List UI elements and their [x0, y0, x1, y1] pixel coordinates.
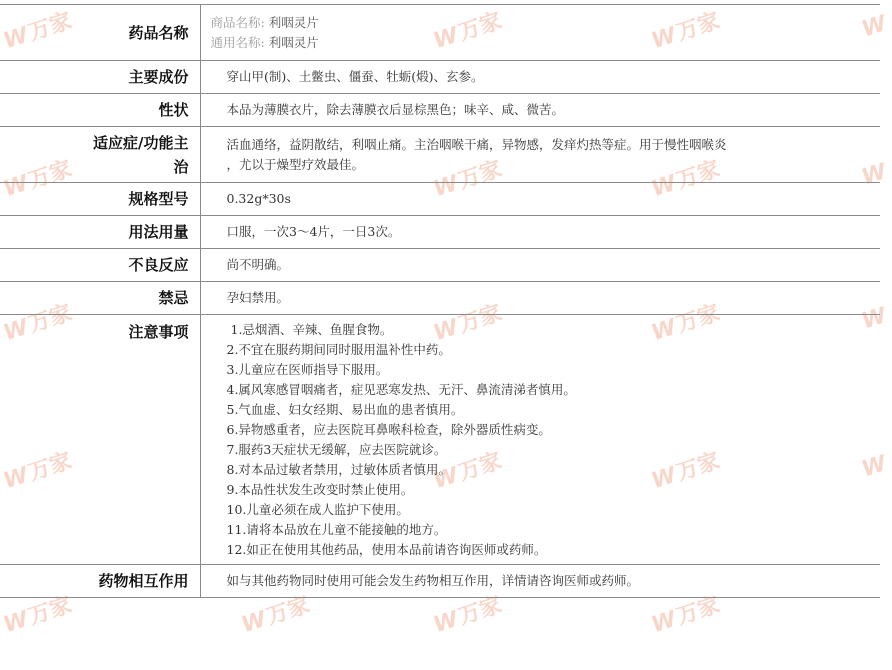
value-spec: 0.32g*30s — [200, 183, 880, 216]
label-interactions: 药物相互作用 — [0, 565, 200, 598]
watermark: W万家 — [648, 300, 724, 347]
label-indications: 适应症/功能主 治 — [0, 127, 200, 183]
label-appearance: 性状 — [0, 94, 200, 127]
precaution-item: 3.儿童应在医师指导下服用。 — [226, 362, 389, 377]
value-indications: 活血通络，益阴散结，利咽止痛。主治咽喉干痛，异物感，发痒灼热等症。用于慢性咽喉炎 ，尤以于燥型疗效最佳。 — [200, 127, 880, 183]
value-precautions — [200, 315, 880, 565]
watermark: W万家 — [0, 156, 76, 203]
watermark: W万家 — [430, 448, 506, 495]
watermark: W万家 — [648, 8, 724, 55]
watermark: W万家 — [0, 300, 76, 347]
row-precautions — [0, 315, 880, 565]
drug-spec-table — [0, 4, 880, 598]
generic-name-value: 利咽灵片 — [268, 34, 319, 50]
label-precautions: 注意事项 — [0, 315, 200, 565]
row-dosage — [0, 216, 880, 249]
precaution-item: 6.异物感重者，应去医院耳鼻喉科检查，除外器质性病变。 — [226, 422, 551, 437]
watermark: W万家 — [0, 8, 76, 55]
precaution-item: 1.忌烟酒、辛辣、鱼腥食物。 — [230, 322, 393, 337]
label-adverse: 不良反应 — [0, 249, 200, 282]
value-interactions: 如与其他药物同时使用可能会发生药物相互作用，详情请咨询医师或药师。 — [200, 565, 880, 598]
precaution-item: 5.气血虚、妇女经期、易出血的患者慎用。 — [226, 402, 464, 417]
watermark: W — [858, 451, 890, 483]
watermark: W万家 — [648, 448, 724, 495]
value-ingredients: 穿山甲(制)、土鳖虫、僵蚕、牡蛎(煅)、玄参。 — [200, 61, 880, 94]
watermark: W — [858, 303, 890, 335]
row-interactions — [0, 565, 880, 598]
label-contraindications: 禁忌 — [0, 282, 200, 315]
watermark: W万家 — [0, 592, 76, 639]
row-contraindications — [0, 282, 880, 315]
watermark: W — [858, 11, 890, 43]
precaution-item: 12.如正在使用其他药品，使用本品前请咨询医师或药师。 — [226, 542, 547, 557]
watermark: W万家 — [430, 8, 506, 55]
value-dosage: 口服，一次3～4片，一日3次。 — [200, 216, 880, 249]
row-appearance — [0, 94, 880, 127]
watermark: W — [858, 159, 890, 191]
trade-name-value: 利咽灵片 — [268, 14, 319, 30]
value-drug-name — [200, 5, 880, 61]
label-spec: 规格型号 — [0, 183, 200, 216]
precaution-item: 9.本品性状发生改变时禁止使用。 — [226, 482, 414, 497]
watermark: W万家 — [238, 592, 314, 639]
row-spec — [0, 183, 880, 216]
precaution-item: 7.服药3天症状无缓解，应去医院就诊。 — [226, 442, 447, 457]
label-dosage: 用法用量 — [0, 216, 200, 249]
label-drug-name: 药品名称 — [0, 5, 200, 61]
precaution-item: 11.请将本品放在儿童不能接触的地方。 — [226, 522, 447, 537]
value-appearance: 本品为薄膜衣片，除去薄膜衣后显棕黑色；味辛、咸、微苦。 — [200, 94, 880, 127]
value-adverse: 尚不明确。 — [200, 249, 880, 282]
row-indications — [0, 127, 880, 183]
row-adverse — [0, 249, 880, 282]
value-contraindications: 孕妇禁用。 — [200, 282, 880, 315]
watermark: W万家 — [648, 592, 724, 639]
watermark: W万家 — [430, 156, 506, 203]
precaution-item: 10.儿童必须在成人监护下使用。 — [226, 502, 409, 517]
trade-name-label: 商品名称: — [210, 14, 265, 30]
watermark: W万家 — [648, 156, 724, 203]
generic-name-label: 通用名称: — [210, 34, 265, 50]
label-ingredients: 主要成份 — [0, 61, 200, 94]
precaution-item: 2.不宜在服药期间同时服用温补性中药。 — [226, 342, 451, 357]
precaution-item: 8.对本品过敏者禁用，过敏体质者慎用。 — [226, 462, 451, 477]
watermark: W万家 — [430, 300, 506, 347]
precaution-item: 4.属风寒感冒咽痛者，症见恶寒发热、无汗、鼻流清涕者慎用。 — [226, 382, 576, 397]
watermark: W万家 — [0, 448, 76, 495]
watermark: W万家 — [430, 592, 506, 639]
row-drug-name — [0, 5, 880, 61]
row-ingredients — [0, 61, 880, 94]
